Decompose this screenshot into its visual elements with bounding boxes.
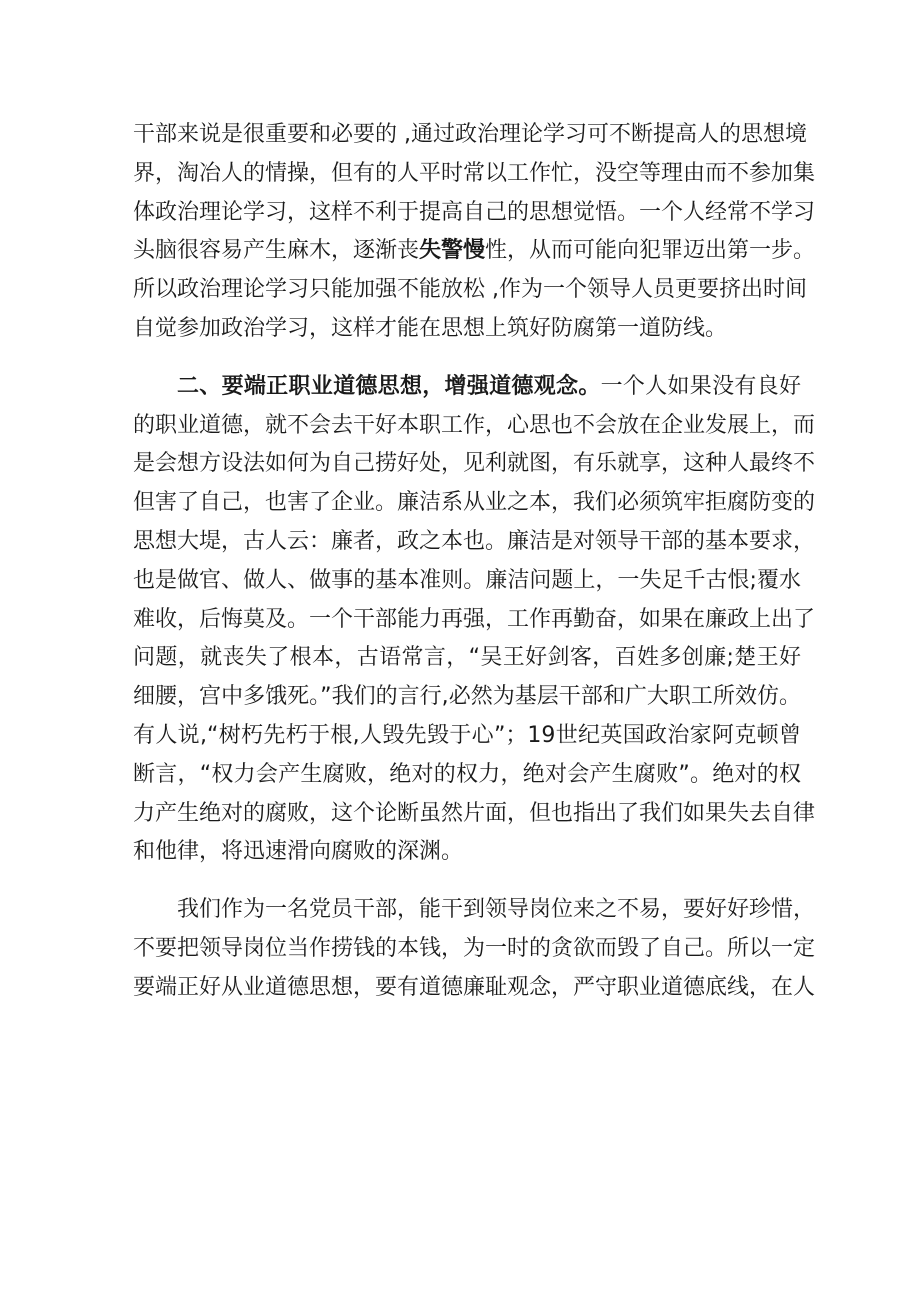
text-line bbox=[133, 756, 801, 795]
text-line bbox=[133, 562, 801, 601]
text-run: 细腰，宫中多饿死。”我们的言行,必然为基层干部和广大职工所效仿。 bbox=[133, 684, 801, 710]
text-line bbox=[133, 194, 816, 233]
text-line bbox=[133, 833, 801, 872]
text-line bbox=[133, 445, 816, 484]
text-line bbox=[133, 678, 801, 717]
text-line bbox=[133, 795, 816, 834]
document-body bbox=[133, 116, 816, 1008]
paragraph-gap bbox=[133, 872, 801, 891]
text-run: 界，淘冶人的情操，但有的人平时常以工作忙，没空等理由而不参加集 bbox=[133, 160, 816, 186]
paragraph-gap bbox=[133, 349, 801, 368]
text-run: 是会想方设法如何为自己捞好处，见利就图，有乐就享，这种人最终不 bbox=[133, 451, 816, 477]
text-line bbox=[133, 601, 816, 640]
text-line bbox=[133, 891, 816, 930]
text-run: 和他律，将迅速滑向腐败的深渊。 bbox=[133, 839, 464, 865]
text-line bbox=[133, 484, 816, 523]
text-line bbox=[133, 523, 816, 562]
text-line bbox=[133, 969, 816, 1008]
paragraph bbox=[133, 116, 816, 349]
bold-text-run: 二、要端正职业道德思想，增强道德观念。 bbox=[177, 373, 601, 399]
text-run: 力产生绝对的腐败，这个论断虽然片面，但也指出了我们如果失去自律 bbox=[133, 800, 816, 826]
text-run: 头脑很容易产生麻木，逐渐丧 bbox=[133, 238, 420, 264]
text-run: 体政治理论学习，这样不利于提高自己的思想觉悟。一个人经常不学习 bbox=[133, 199, 816, 225]
text-run: 我们作为一名党员干部，能干到领导岗位来之不易，要好好珍惜， bbox=[177, 897, 816, 923]
text-run: 的职业道德，就不会去干好本职工作，心思也不会放在企业发展上，而 bbox=[133, 412, 816, 438]
text-run: 一个人如果没有良好 bbox=[600, 373, 801, 399]
text-run: 有人说,“树朽先朽于根,人毁先毁于心”；19世纪英国政治家阿克顿曾 bbox=[133, 722, 801, 748]
text-run: 断言，“权力会产生腐败，绝对的权力，绝对会产生腐败”。绝对的权 bbox=[133, 761, 801, 787]
text-line bbox=[133, 271, 807, 310]
text-run: 思想大堤，古人云：廉者，政之本也。廉洁是对领导干部的基本要求， bbox=[133, 528, 816, 554]
text-run: 所以政治理论学习只能加强不能放松 ,作为一个领导人员更要挤出时间 bbox=[133, 277, 807, 303]
text-line bbox=[133, 116, 807, 155]
bold-text-run: 失警慢 bbox=[419, 238, 486, 264]
text-run: 不要把领导岗位当作捞钱的本钱，为一时的贪欲而毁了自己。所以一定 bbox=[133, 935, 816, 961]
text-line bbox=[133, 639, 801, 678]
text-run: 也是做官、做人、做事的基本准则。廉洁问题上，一失足千古恨;覆水 bbox=[133, 567, 801, 593]
text-run: 干部来说是很重要和必要的 ,通过政治理论学习可不断提高人的思想境 bbox=[133, 122, 807, 147]
text-line bbox=[133, 232, 816, 271]
text-run: 性，从而可能向犯罪迈出第一步。 bbox=[485, 238, 816, 264]
paragraph bbox=[133, 891, 816, 1007]
text-line bbox=[133, 407, 816, 446]
text-line bbox=[133, 368, 801, 407]
text-run: 问题，就丧失了根本，古语常言，“吴王好剑客，百姓多创廉;楚王好 bbox=[133, 645, 801, 671]
text-run: 要端正好从业道德思想，要有道德廉耻观念，严守职业道德底线，在人 bbox=[133, 974, 816, 1000]
text-line bbox=[133, 717, 801, 756]
text-run: 但害了自己，也害了企业。廉洁系从业之本，我们必须筑牢拒腐防变的 bbox=[133, 490, 816, 516]
text-line bbox=[133, 930, 816, 969]
text-run: 难收，后悔莫及。一个干部能力再强，工作再勤奋，如果在廉政上出了 bbox=[133, 606, 816, 632]
text-line bbox=[133, 155, 816, 194]
text-line bbox=[133, 310, 801, 349]
text-run: 自觉参加政治学习，这样才能在思想上筑好防腐第一道防线。 bbox=[133, 315, 728, 341]
paragraph bbox=[133, 368, 816, 872]
